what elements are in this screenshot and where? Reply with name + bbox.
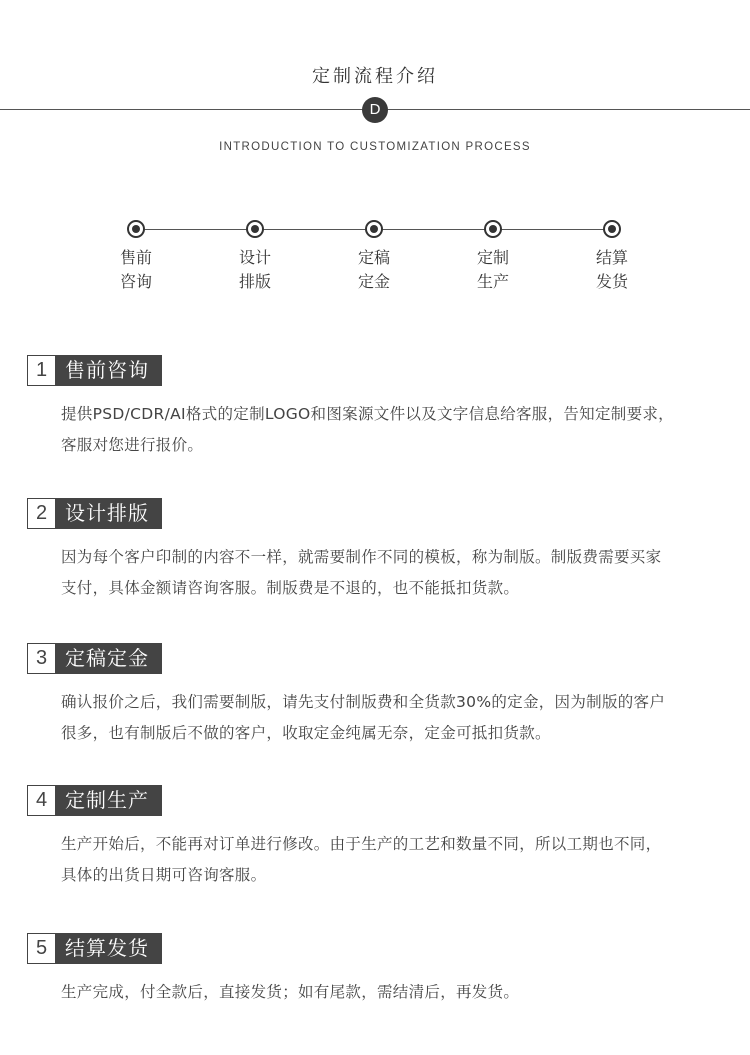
step-label: 定稿 定金: [357, 248, 390, 291]
section-title: 定稿定金: [56, 643, 162, 674]
section-header: [27, 933, 162, 964]
timeline-step: [582, 220, 642, 294]
section-text: 生产完成，付全款后，直接发货；如有尾款，需结清后，再发货。: [61, 983, 520, 1001]
step-label: 定制 生产: [476, 248, 509, 291]
page-title: 定制流程介绍: [312, 66, 438, 87]
section-text: 确认报价之后，我们需要制版，请先支付制版费和全货款30%的定金，因为制版的客户 很多，也有制版后不做的客户，收取定金纯属无奈，定金可抵扣货款。: [61, 693, 666, 742]
section-title: 设计排版: [56, 498, 162, 529]
step-label: 设计 排版: [238, 248, 271, 291]
page-subtitle: INTRODUCTION TO CUSTOMIZATION PROCESS: [219, 141, 531, 153]
section-header: [27, 498, 162, 529]
step-dot-icon: [246, 220, 264, 238]
section-number: 3: [27, 643, 56, 674]
section-number: 5: [27, 933, 56, 964]
section-title: 售前咨询: [56, 355, 162, 386]
timeline-step: [106, 220, 166, 294]
section-number: 2: [27, 498, 56, 529]
timeline-step: [463, 220, 523, 294]
section-header: [27, 355, 162, 386]
step-dot-icon: [365, 220, 383, 238]
section-number: 4: [27, 785, 56, 816]
timeline-step: [344, 220, 404, 294]
section-header: [27, 785, 162, 816]
step-dot-icon: [603, 220, 621, 238]
step-label: 售前 咨询: [119, 248, 152, 291]
section-header: [27, 643, 162, 674]
section-title: 结算发货: [56, 933, 162, 964]
section-text: 提供PSD/CDR/AI格式的定制LOGO和图案源文件以及文字信息给客服，告知定制要求， 客服对您进行报价。: [61, 405, 674, 454]
step-label: 结算 发货: [595, 248, 628, 291]
section-text: 因为每个客户印制的内容不一样，就需要制作不同的模板，称为制版。制版费需要买家 支付，具体金额请咨询客服。制版费是不退的，也不能抵扣货款。: [61, 548, 662, 597]
section-title: 定制生产: [56, 785, 162, 816]
step-dot-icon: [484, 220, 502, 238]
section-number: 1: [27, 355, 56, 386]
step-dot-icon: [127, 220, 145, 238]
section-text: 生产开始后，不能再对订单进行修改。由于生产的工艺和数量不同，所以工期也不同， 具体的出货日期可咨询客服。: [61, 835, 662, 884]
process-timeline: [0, 220, 750, 300]
header-badge: D: [362, 97, 388, 123]
timeline-step: [225, 220, 285, 294]
